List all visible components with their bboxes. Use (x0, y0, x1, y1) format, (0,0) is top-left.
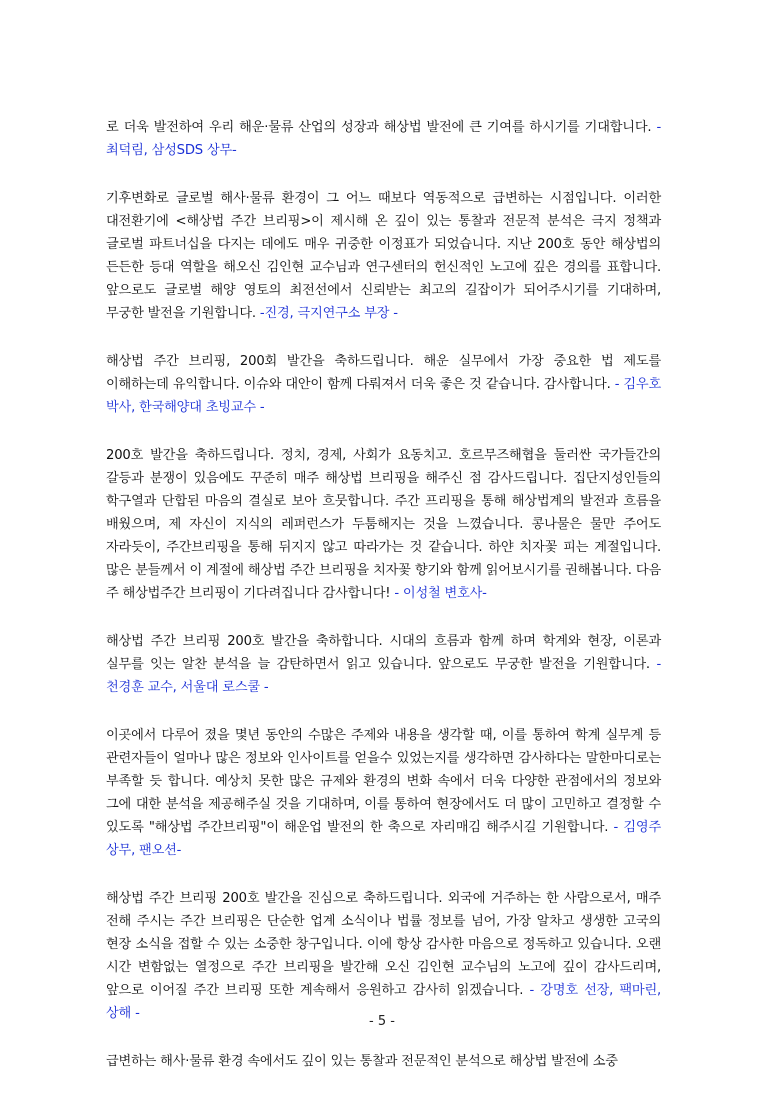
paragraph-6 (106, 724, 661, 862)
paragraph-8 (106, 1050, 661, 1073)
paragraph-7 (106, 887, 661, 1025)
paragraph-5 (106, 630, 661, 699)
paragraph-text: 해상법 주간 브리핑 200호 발간을 축하합니다. 시대의 흐름과 함께 하며 학계와 현장, 이론과 실무를 잇는 알찬 분석을 늘 감탄하면서 읽고 있습니다. 앞으로도 무궁한 발전을 기원합니다. (106, 634, 661, 672)
paragraph-text: 이곳에서 다루어 졌을 몇년 동안의 수많은 주제와 내용을 생각할 때, 이를 통하여 학계 실무계 등 관련자들이 얼마나 많은 정보와 인사이트를 얻을수 있었는지를 생각하면 감사하다는 말한마디로는 부족할 듯 합니다. 예상치 못한 많은 규제와 환경의 변화 속에서 더욱 다양한 관점에서의 정보와 그에 대한 분석을 제공해주실 것을 기대하며, 이를 통하여 현장에서도 더 많이 고민하고 결정할 수 있도록 "해상법 주간브리핑"이 해운업 발전의 한 축으로 자리매김 해주시길 기원합니다. (106, 728, 661, 835)
paragraph-text: 200호 발간을 축하드립니다. 정치, 경제, 사회가 요동치고. 호르무즈해협을 둘러싼 국가들간의 갈등과 분쟁이 있음에도 꾸준히 매주 해상법 브리핑을 해주신 점 감사드립니다. 집단지성인들의 학구열과 단합된 마음의 결실로 보아 흐뭇합니다. 주간 프리핑을 통해 해상법계의 발전과 흐름을 배웠으며, 제 자신이 지식의 레퍼런스가 두툼해지는 것을 느꼈습니다. 콩나물은 물만 주어도 자라듯이, 주간브리핑을 통해 뒤지지 않고 따라가는 것 같습니다. 하얀 치자꽃 피는 계절입니다. 많은 분들께서 이 계절에 해상법 주간 브리핑을 치자꽃 향기와 함께 읽어보시기를 권해봅니다. 다음 주 해상법주간 브리핑이 기다려집니다 감사합니다! (106, 448, 661, 601)
paragraph-text: 급변하는 해사·물류 환경 속에서도 깊이 있는 통찰과 전문적인 분석으로 해상법 발전에 소중 (106, 1054, 618, 1069)
author-signature: - 이성철 변호사- (394, 586, 487, 601)
author-signature: -진경, 극지연구소 부장 - (259, 306, 398, 321)
paragraph-text: 해상법 주간 브리핑, 200회 발간을 축하드립니다. 해운 실무에서 가장 중요한 법 제도를 이해하는데 유익합니다. 이슈와 대안이 함께 다뤄져서 더욱 좋은 것 같습니다. 감사합니다. (106, 354, 661, 392)
paragraph-text: 로 더욱 발전하여 우리 해운·물류 산업의 성장과 해상법 발전에 큰 기여를 하시기를 기대합니다. (106, 120, 657, 135)
paragraph-3 (106, 350, 661, 419)
document-body (106, 116, 661, 1098)
paragraph-1 (106, 116, 661, 162)
author-signature: - 김영주 상무, 팬오션- (106, 820, 662, 858)
author-signature: - 김우호 박사, 한국해양대 초빙교수 - (106, 377, 661, 415)
paragraph-text: 해상법 주간 브리핑 200호 발간을 진심으로 축하드립니다. 외국에 거주하는 한 사람으로서, 매주 전해 주시는 주간 브리핑은 단순한 업계 소식이나 법률 정보를 넘어, 가장 알차고 생생한 고국의 현장 소식을 접할 수 있는 소중한 창구입니다. 이에 항상 감사한 마음으로 정독하고 있습니다. 오랜 시간 변함없는 열정으로 주간 브리핑을 발간해 오신 김인현 교수님의 노고에 깊이 감사드리며, 앞으로 이어질 주간 브리핑 또한 계속해서 응원하고 감사히 읽겠습니다. (106, 891, 661, 998)
paragraph-4 (106, 444, 661, 605)
paragraph-2 (106, 187, 661, 325)
author-signature: - 천경훈 교수, 서울대 로스쿨 - (106, 657, 661, 695)
paragraph-text: 기후변화로 글로벌 해사·물류 환경이 그 어느 때보다 역동적으로 급변하는 시점입니다. 이러한 대전환기에 <해상법 주간 브리핑>이 제시해 온 깊이 있는 통찰과 전문적 분석은 극지 정책과 글로벌 파트너십을 다지는 데에도 매우 귀중한 이정표가 되었습니다. 지난 200호 동안 해상법의 든든한 등대 역할을 해오신 김인현 교수님과 연구센터의 헌신적인 노고에 깊은 경의를 표합니다. 앞으로도 글로벌 해양 영토의 최전선에서 신뢰받는 최고의 길잡이가 되어주시기를 기대하며, 무궁한 발전을 기원합니다. (106, 191, 661, 321)
page-number: - 5 - (369, 1014, 395, 1029)
author-signature: - 강명호 선장, 팩마린, 상해 - (106, 983, 661, 1021)
author-signature: - 최덕림, 삼성SDS 상무- (106, 120, 661, 158)
